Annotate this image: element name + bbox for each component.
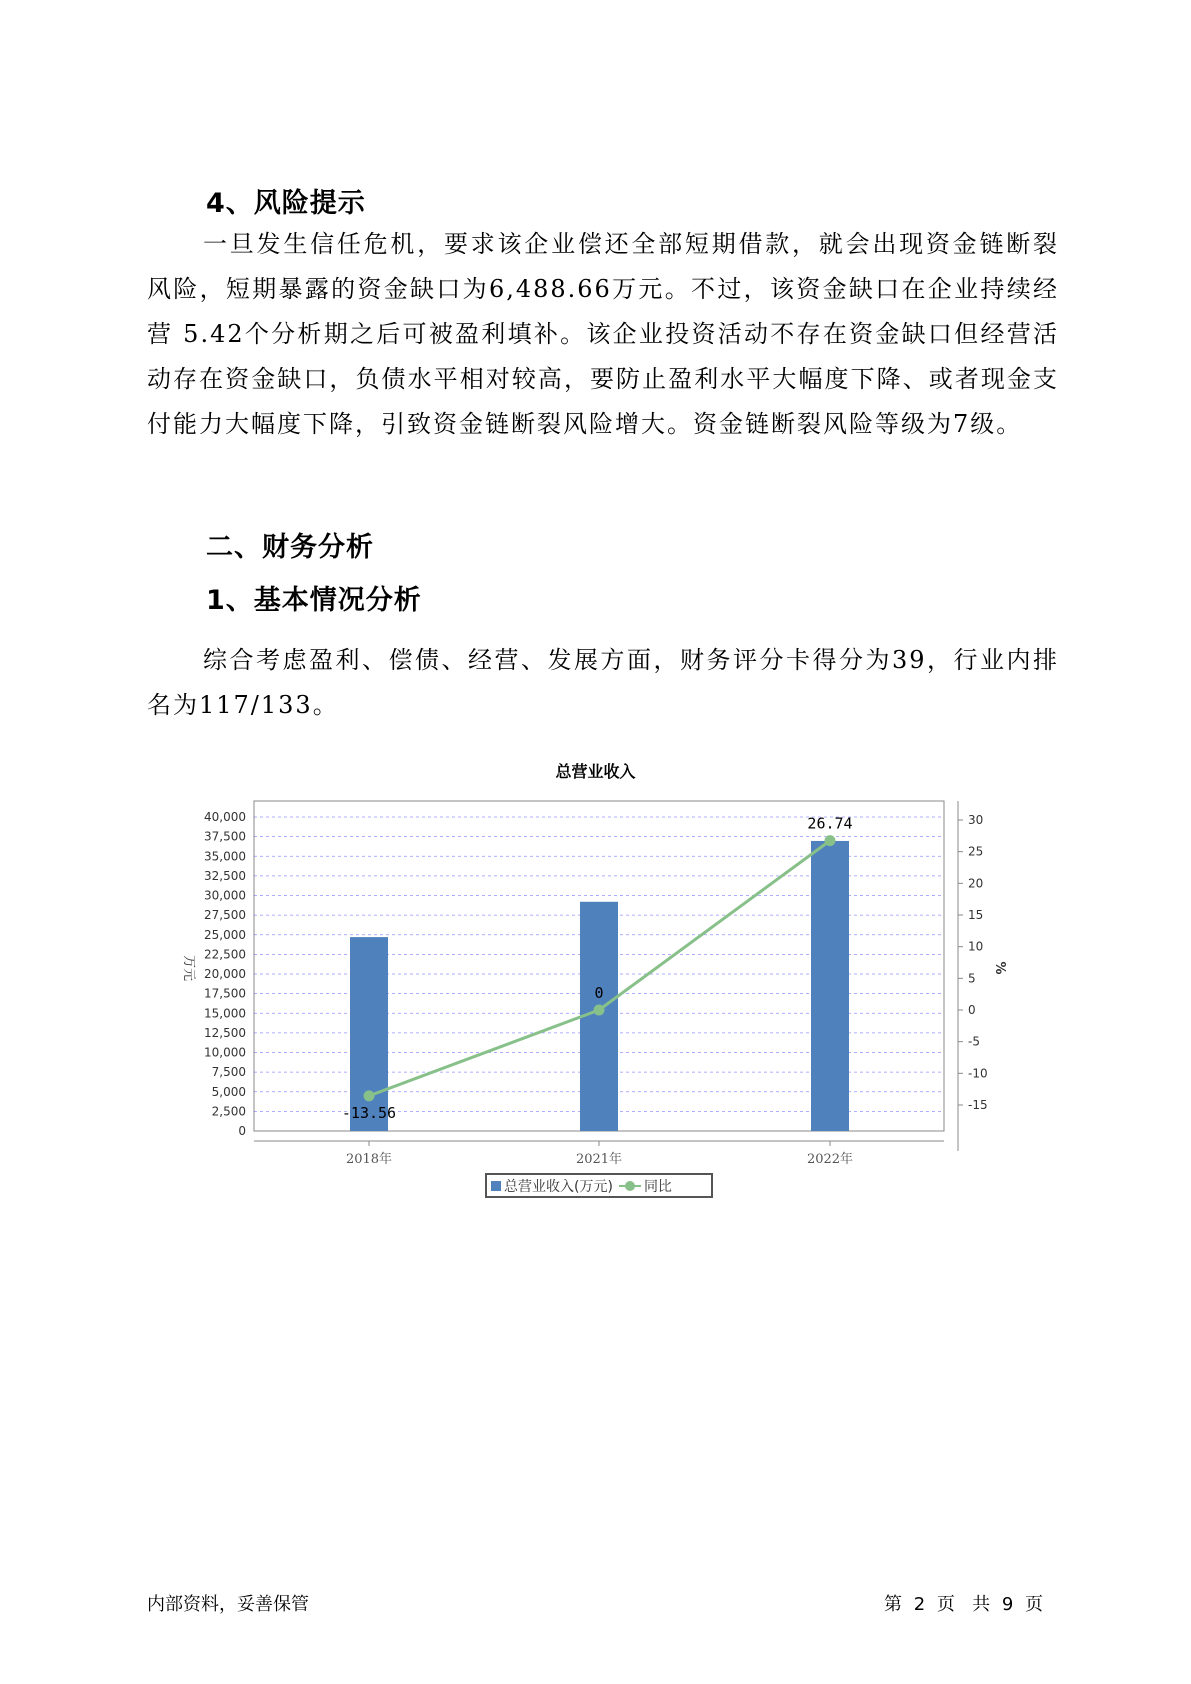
y-tick-label: 30,000 (204, 888, 246, 903)
paragraph-score: 综合考虑盈利、偿债、经营、发展方面，财务评分卡得分为39，行业内排名为117/133。 (147, 646, 1059, 719)
legend-line-label: 同比 (643, 1178, 672, 1195)
y-tick-label: 37,500 (204, 829, 246, 844)
subheading-basic: 1、基本情况分析 (206, 585, 422, 616)
yoy-data-label: 0 (594, 984, 604, 1002)
y-tick-label: 22,500 (204, 947, 246, 962)
page-prefix: 第 (883, 1594, 902, 1615)
bar-2018年 (350, 937, 388, 1131)
page-mid: 页 共 (936, 1594, 991, 1615)
y2-tick-label: 20 (968, 876, 984, 891)
revenue-chart (0, 770, 1191, 1180)
chart-legend (485, 1173, 713, 1198)
y-tick-label: 40,000 (204, 810, 246, 824)
legend-line-swatch (619, 1181, 641, 1191)
y-tick-label: 20,000 (204, 967, 246, 981)
y-tick-label: 10,000 (204, 1045, 246, 1060)
heading-risk: 4、风险提示 (206, 188, 366, 219)
x-tick-label: 2021年 (575, 1152, 623, 1167)
y-tick-label: 27,500 (204, 908, 246, 923)
y-tick-label: 2,500 (211, 1104, 246, 1119)
heading-finance: 二、财务分析 (206, 532, 374, 563)
y-axis-title: 万元 (181, 954, 196, 982)
paragraph-risk: 一旦发生信任危机，要求该企业偿还全部短期借款，就会出现资金链断裂风险，短期暴露的资金缺口为6,488.66万元。不过，该资金缺口在企业持续经营 5.42个分析期之后可被盈利填补。该企业投资活动不存在资金缺口但经营活动存在资金缺口，负债水平相对较高，要防止盈利水平大幅度下降、或者现金支付能力大幅度下降，引致资金链断裂风险增大。资金链断裂风险等级为7级。 (147, 230, 1059, 438)
y2-axis-title: % (992, 961, 1007, 975)
x-tick-label: 2018年 (345, 1152, 393, 1167)
y2-tick-label: 5 (968, 971, 976, 986)
yoy-data-label: 26.74 (807, 814, 853, 833)
y2-tick-label: 15 (968, 908, 984, 922)
footer-confidential: 内部资料，妥善保管 (147, 1594, 309, 1615)
yoy-point (364, 1090, 375, 1101)
page-suffix: 页 (1025, 1594, 1043, 1615)
y-tick-label: 0 (238, 1124, 246, 1138)
page-total: 9 (1001, 1594, 1014, 1615)
y2-tick-label: 10 (968, 939, 984, 954)
yoy-point (594, 1005, 605, 1016)
legend-bar-swatch (491, 1181, 501, 1191)
y-tick-label: 5,000 (211, 1084, 246, 1099)
y2-tick-label: -5 (968, 1034, 980, 1049)
legend-bar-label: 总营业收入(万元) (504, 1178, 613, 1195)
y2-tick-label: 25 (968, 844, 984, 859)
page-current: 2 (913, 1594, 926, 1615)
footer-page-number (884, 1590, 1043, 1616)
y-tick-label: 12,500 (204, 1025, 246, 1040)
y-tick-label: 7,500 (211, 1065, 246, 1080)
y-tick-label: 17,500 (204, 986, 246, 1001)
y-tick-label: 32,500 (204, 868, 246, 883)
chart-title: 总营业收入 (555, 762, 636, 781)
y-tick-label: 15,000 (204, 1006, 246, 1021)
y-tick-label: 25,000 (204, 927, 246, 942)
bar-2022年 (811, 841, 849, 1131)
y2-tick-label: -10 (968, 1066, 988, 1081)
y2-tick-label: 30 (968, 813, 984, 827)
yoy-data-label: -13.56 (341, 1103, 397, 1122)
y-tick-label: 35,000 (204, 849, 246, 864)
y2-tick-label: -15 (968, 1098, 988, 1112)
yoy-point (825, 835, 836, 846)
x-tick-label: 2022年 (806, 1152, 854, 1167)
y2-tick-label: 0 (968, 1003, 976, 1017)
